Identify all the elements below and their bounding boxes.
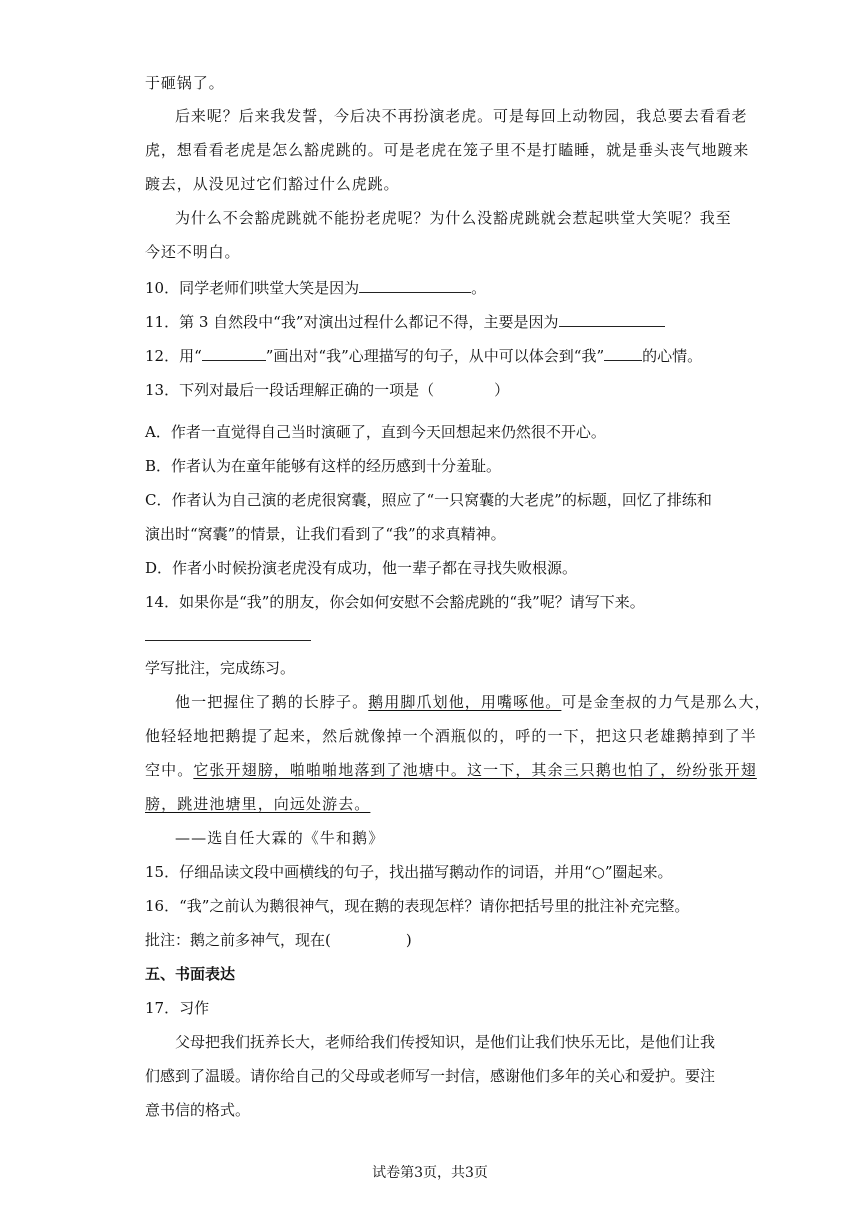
question-10-end: 。 bbox=[471, 279, 487, 297]
question-11-text: 11．第 3 自然段中“我”对演出过程什么都记不得，主要是因为 bbox=[145, 313, 559, 331]
question-12-b: ”画出对“我”心理描写的句子，从中可以体会到“我” bbox=[265, 347, 605, 365]
answer-line bbox=[145, 640, 311, 641]
passage1-line: 后来呢？后来我发誓，今后决不再扮演老虎。可是每回上动物园，我总要去看看老 bbox=[175, 107, 748, 125]
answer-blank bbox=[202, 342, 266, 361]
option-c: C．作者认为自己演的老虎很窝囊，照应了“一只窝囊的大老虎”的标题，回忆了排练和 bbox=[145, 491, 712, 509]
page-footer: 试卷第3页，共3页 bbox=[372, 1165, 488, 1181]
option-d: D．作者小时候扮演老虎没有成功，他一辈子都在寻找失败根源。 bbox=[145, 559, 578, 577]
answer-blank bbox=[604, 342, 642, 361]
question-10-text: 10．同学老师们哄堂大笑是因为 bbox=[145, 279, 360, 297]
passage2-line bbox=[145, 758, 757, 782]
answer-blank bbox=[559, 308, 665, 327]
question-16: 16．“我”之前认为鹅很神气，现在鹅的表现怎样？请你把括号里的批注补充完整。 bbox=[145, 897, 690, 915]
question-12 bbox=[145, 342, 725, 368]
question-10 bbox=[145, 274, 725, 300]
essay-prompt-line: 意书信的格式。 bbox=[145, 1101, 251, 1119]
underlined-sentence: 膀，跳进池塘里，向远处游去。 bbox=[145, 795, 371, 813]
passage2-text: 可是金奎叔的力气是那么大， bbox=[561, 693, 771, 711]
passage1-line: 虎，想看看老虎是怎么豁虎跳的。可是老虎在笼子里不是打瞌睡，就是垂头丧气地踱来 bbox=[145, 141, 750, 159]
passage2-text: 空中。 bbox=[145, 761, 194, 779]
option-a: A．作者一直觉得自己当时演砸了，直到今天回想起来仍然很不开心。 bbox=[145, 423, 606, 441]
question-13: 13．下列对最后一段话理解正确的一项是（ ） bbox=[145, 381, 510, 399]
passage2-line: 他轻轻地把鹅提了起来，然后就像掉一个酒瓶似的，呼的一下，把这只老雄鹅掉到了半 bbox=[145, 727, 757, 745]
passage1-line: 今还不明白。 bbox=[145, 243, 241, 261]
passage2-intro: 学写批注，完成练习。 bbox=[145, 659, 296, 677]
question-15: 15．仔细品读文段中画横线的句子，找出描写鹅动作的词语，并用“○”圈起来。 bbox=[145, 863, 673, 881]
question-12-c: 的心情。 bbox=[642, 347, 703, 365]
question-17: 17．习作 bbox=[145, 999, 210, 1017]
section-heading: 五、书面表达 bbox=[145, 965, 236, 983]
underlined-sentence: 鹅用脚爪划他，用嘴啄他。 bbox=[368, 693, 562, 711]
option-b: B．作者认为在童年能够有这样的经历感到十分羞耻。 bbox=[145, 457, 502, 475]
answer-blank bbox=[359, 274, 471, 293]
passage2-line bbox=[145, 792, 725, 816]
essay-prompt-line: 们感到了温暖。请你给自己的父母或老师写一封信，感谢他们多年的关心和爱护。要注 bbox=[145, 1067, 716, 1085]
passage2-line bbox=[175, 690, 771, 714]
passage1-line: 踱去，从没见过它们豁过什么虎跳。 bbox=[145, 175, 400, 193]
essay-prompt-line: 父母把我们抚养长大，老师给我们传授知识，是他们让我们快乐无比，是他们让我 bbox=[175, 1033, 716, 1051]
underlined-sentence: 它张开翅膀，啪啪啪地落到了池塘中。这一下，其余三只鹅也怕了，纷纷张开翅 bbox=[193, 761, 757, 779]
passage1-line: 为什么不会豁虎跳就不能扮老虎呢？为什么没豁虎跳就会惹起哄堂大笑呢？我至 bbox=[175, 209, 732, 227]
option-c-cont: 演出时“窝囊”的情景，让我们看到了“我”的求真精神。 bbox=[145, 525, 506, 543]
passage2-source: ——选自任大霖的《牛和鹅》 bbox=[175, 829, 385, 847]
question-14: 14．如果你是“我”的朋友，你会如何安慰不会豁虎跳的“我”呢？请写下来。 bbox=[145, 593, 645, 611]
question-12-a: 12．用“ bbox=[145, 347, 202, 365]
annotation-prompt: 批注：鹅之前多神气，现在( ) bbox=[145, 931, 412, 949]
passage2-text: 他一把握住了鹅的长脖子。 bbox=[175, 693, 369, 711]
question-11 bbox=[145, 308, 725, 334]
passage1-line: 于砸锅了。 bbox=[145, 74, 225, 92]
